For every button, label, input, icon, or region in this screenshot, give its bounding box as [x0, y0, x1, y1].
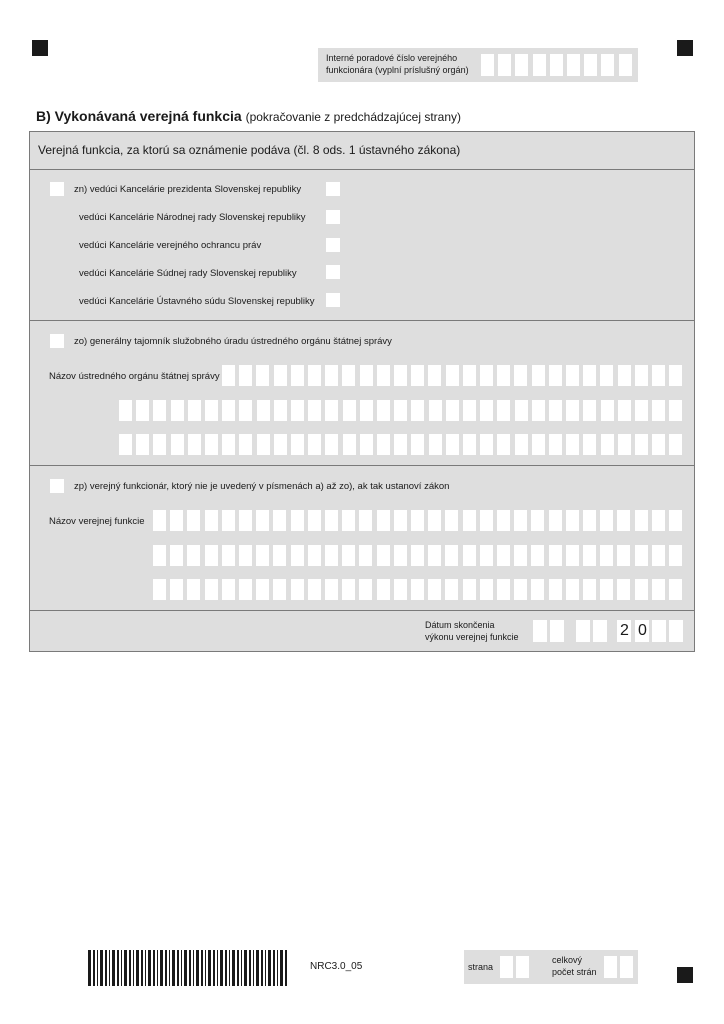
zo-name-cell[interactable]	[532, 365, 545, 386]
zo-name-cell[interactable]	[549, 400, 562, 421]
zo-name-cell[interactable]	[394, 365, 407, 386]
zp-name-cell[interactable]	[428, 510, 441, 531]
zo-name-cell[interactable]	[635, 434, 648, 455]
internal-number-cell	[567, 54, 580, 76]
zo-name-cell[interactable]	[411, 365, 424, 386]
zo-name-cell[interactable]	[377, 434, 390, 455]
zp-name-cell[interactable]	[325, 510, 338, 531]
zp-name-cell[interactable]	[411, 545, 424, 566]
zo-name-cell[interactable]	[411, 434, 424, 455]
zo-name-cell[interactable]	[583, 400, 596, 421]
zp-name-cell[interactable]	[600, 510, 613, 531]
barcode-bar	[165, 950, 167, 986]
page-number-box	[464, 950, 638, 984]
zp-name-cell[interactable]	[531, 545, 544, 566]
zp-name-cell[interactable]	[394, 510, 407, 531]
barcode	[88, 950, 288, 986]
barcode-bar	[241, 950, 242, 986]
zp-name-cell[interactable]	[273, 545, 286, 566]
zp-name-cell[interactable]	[531, 579, 544, 600]
zp-name-cell[interactable]	[635, 579, 648, 600]
zp-name-cell[interactable]	[549, 510, 562, 531]
barcode-bar	[136, 950, 139, 986]
zo-name-cell[interactable]	[205, 400, 218, 421]
zp-name-cell[interactable]	[652, 510, 665, 531]
year-prefix-digit: 2	[620, 622, 629, 639]
zo-name-cell[interactable]	[343, 434, 356, 455]
registration-mark-top-right	[677, 40, 693, 56]
zp-name-cell[interactable]	[325, 545, 338, 566]
barcode-bar	[97, 950, 98, 986]
zo-name-cell[interactable]	[360, 365, 373, 386]
barcode-bar	[268, 950, 271, 986]
barcode-bar	[237, 950, 239, 986]
barcode-bar	[280, 950, 283, 986]
zo-name-cell[interactable]	[669, 434, 682, 455]
zp-name-cell[interactable]	[273, 510, 286, 531]
zo-name-cell[interactable]	[291, 400, 304, 421]
barcode-bar	[93, 950, 95, 986]
zo-name-cell[interactable]	[136, 400, 149, 421]
zp-name-cell[interactable]	[187, 545, 200, 566]
zp-name-cell[interactable]	[187, 579, 200, 600]
checkbox-zn-sudna-rada[interactable]	[326, 265, 340, 279]
zo-name-cell[interactable]	[239, 434, 252, 455]
zp-name-cell[interactable]	[222, 510, 235, 531]
zn-item-label: vedúci Kancelárie verejného ochrancu práv	[79, 240, 262, 251]
zo-name-cell[interactable]	[463, 434, 476, 455]
barcode-bar	[169, 950, 170, 986]
zo-name-cell[interactable]	[618, 434, 631, 455]
zo-name-cell[interactable]	[188, 400, 201, 421]
zp-name-cell[interactable]	[256, 579, 269, 600]
zp-name-cell[interactable]	[222, 579, 235, 600]
zo-name-cell[interactable]	[291, 434, 304, 455]
barcode-bar	[105, 950, 107, 986]
zo-name-cell[interactable]	[171, 434, 184, 455]
zo-name-cell[interactable]	[136, 434, 149, 455]
zp-name-cell[interactable]	[549, 545, 562, 566]
zp-name-cell[interactable]	[463, 545, 476, 566]
zo-name-cell[interactable]	[377, 400, 390, 421]
barcode-bar	[220, 950, 223, 986]
zp-name-cell[interactable]	[273, 579, 286, 600]
divider	[29, 320, 695, 321]
zp-name-cell[interactable]	[170, 510, 183, 531]
internal-number-label-line1: Interné poradové číslo verejného	[326, 53, 458, 63]
zp-name-cell[interactable]	[411, 579, 424, 600]
zo-name-cell[interactable]	[532, 400, 545, 421]
zo-name-cell[interactable]	[394, 434, 407, 455]
zo-label: zo) generálny tajomník služobného úradu ústredného orgánu štátnej správy	[74, 336, 392, 347]
zo-name-cell[interactable]	[618, 400, 631, 421]
checkbox-zn-ustavny-sud[interactable]	[326, 293, 340, 307]
barcode-bar	[253, 950, 254, 986]
checkbox-zn-narodna-rada[interactable]	[326, 210, 340, 224]
zo-name-cell[interactable]	[600, 365, 613, 386]
zp-name-cell[interactable]	[308, 545, 321, 566]
barcode-bar	[213, 950, 215, 986]
zp-name-cell[interactable]	[463, 510, 476, 531]
zp-name-cell[interactable]	[325, 579, 338, 600]
zp-name-cell[interactable]	[497, 579, 510, 600]
zp-name-cell[interactable]	[480, 510, 493, 531]
zo-name-cell[interactable]	[635, 365, 648, 386]
zo-name-cell[interactable]	[274, 365, 287, 386]
zo-name-cell[interactable]	[360, 434, 373, 455]
internal-number-cell	[533, 54, 546, 76]
zo-name-cell[interactable]	[446, 365, 459, 386]
checkbox-zn-prezident[interactable]	[326, 182, 340, 196]
end-date-cell[interactable]	[576, 620, 590, 642]
barcode-bar	[184, 950, 187, 986]
zn-label: zn) vedúci Kancelárie prezidenta Slovenskej republiky	[74, 184, 302, 195]
zp-name-cell[interactable]	[531, 510, 544, 531]
zo-name-cell[interactable]	[463, 400, 476, 421]
function-header: Verejná funkcia, za ktorú sa oznámenie podáva (čl. 8 ods. 1 ústavného zákona)	[38, 143, 461, 157]
zp-name-cell[interactable]	[308, 579, 321, 600]
zp-name-cell[interactable]	[153, 545, 166, 566]
barcode-bar	[117, 950, 119, 986]
divider	[29, 465, 695, 466]
barcode-bar	[88, 950, 91, 986]
zo-name-cell[interactable]	[239, 365, 252, 386]
barcode-bar	[273, 950, 275, 986]
registration-mark-bottom-right	[677, 967, 693, 983]
zo-name-cell[interactable]	[171, 400, 184, 421]
internal-number-cell	[481, 54, 494, 76]
zp-name-cell[interactable]	[291, 579, 304, 600]
barcode-bar	[189, 950, 191, 986]
barcode-bar	[172, 950, 175, 986]
zo-name-cell[interactable]	[274, 434, 287, 455]
barcode-bar	[244, 950, 247, 986]
barcode-bar	[277, 950, 278, 986]
zo-name-cell[interactable]	[652, 365, 665, 386]
zp-name-cell[interactable]	[583, 579, 596, 600]
zo-name-cell[interactable]	[343, 400, 356, 421]
year-prefix-digit: 0	[638, 622, 647, 639]
zn-item-label: vedúci Kancelárie Ústavného súdu Slovenskej republiky	[79, 296, 315, 307]
zo-name-label: Názov ústredného orgánu štátnej správy	[49, 371, 220, 382]
zp-name-cell[interactable]	[377, 579, 390, 600]
zp-name-cell[interactable]	[153, 510, 166, 531]
barcode-bar	[205, 950, 206, 986]
zp-name-cell[interactable]	[652, 545, 665, 566]
end-date-cell[interactable]	[593, 620, 607, 642]
barcode-bar	[217, 950, 218, 986]
zp-name-cell[interactable]	[256, 510, 269, 531]
zo-name-cell[interactable]	[360, 400, 373, 421]
zp-name-cell[interactable]	[205, 545, 218, 566]
zo-name-cell[interactable]	[429, 400, 442, 421]
zp-name-cell[interactable]	[583, 545, 596, 566]
zo-name-cell[interactable]	[274, 400, 287, 421]
barcode-bar	[249, 950, 251, 986]
zp-name-cell[interactable]	[617, 545, 630, 566]
page-number-cell[interactable]	[516, 956, 529, 978]
barcode-bar	[121, 950, 122, 986]
zp-name-cell[interactable]	[669, 545, 682, 566]
zo-name-cell[interactable]	[515, 434, 528, 455]
internal-number-cell	[619, 54, 632, 76]
end-date-cell[interactable]	[669, 620, 683, 642]
zo-name-cell[interactable]	[394, 400, 407, 421]
total-pages-cell[interactable]	[620, 956, 633, 978]
checkbox-zo[interactable]	[50, 334, 64, 348]
zo-name-cell[interactable]	[446, 434, 459, 455]
barcode-bar	[261, 950, 263, 986]
internal-number-label-line2: funkcionára (vyplní príslušný orgán)	[326, 65, 469, 75]
zp-name-cell[interactable]	[566, 579, 579, 600]
zo-name-cell[interactable]	[411, 400, 424, 421]
zo-name-cell[interactable]	[566, 434, 579, 455]
zp-name-cell[interactable]	[291, 545, 304, 566]
internal-number-cell	[584, 54, 597, 76]
zo-name-cell[interactable]	[342, 365, 355, 386]
zp-name-cell[interactable]	[170, 545, 183, 566]
zo-name-cell[interactable]	[257, 400, 270, 421]
zo-name-cell[interactable]	[601, 434, 614, 455]
zp-name-cell[interactable]	[359, 579, 372, 600]
zo-name-cell[interactable]	[497, 400, 510, 421]
barcode-bar	[109, 950, 110, 986]
zo-name-cell[interactable]	[308, 434, 321, 455]
barcode-bar	[256, 950, 259, 986]
zp-name-cell[interactable]	[669, 510, 682, 531]
divider	[29, 169, 695, 170]
checkbox-zn-ochranca-prav[interactable]	[326, 238, 340, 252]
zp-name-cell[interactable]	[239, 579, 252, 600]
zo-name-cell[interactable]	[583, 365, 596, 386]
zo-name-cell[interactable]	[446, 400, 459, 421]
zo-name-cell[interactable]	[583, 434, 596, 455]
zp-name-cell[interactable]	[600, 579, 613, 600]
zp-name-cell[interactable]	[428, 579, 441, 600]
page-number-cell[interactable]	[500, 956, 513, 978]
checkbox-zp[interactable]	[50, 479, 64, 493]
zp-name-cell[interactable]	[566, 545, 579, 566]
barcode-bar	[133, 950, 134, 986]
zp-name-cell[interactable]	[497, 545, 510, 566]
zo-name-cell[interactable]	[153, 400, 166, 421]
zp-name-cell[interactable]	[205, 579, 218, 600]
divider	[29, 610, 695, 611]
zp-name-cell[interactable]	[377, 510, 390, 531]
zp-name-cell[interactable]	[308, 510, 321, 531]
zp-name-cell[interactable]	[222, 545, 235, 566]
registration-mark-top-left	[32, 40, 48, 56]
zo-name-cell[interactable]	[463, 365, 476, 386]
barcode-bar	[153, 950, 155, 986]
barcode-bar	[225, 950, 227, 986]
zo-name-cell[interactable]	[119, 400, 132, 421]
zp-name-cell[interactable]	[394, 545, 407, 566]
internal-number-box	[318, 48, 638, 82]
zo-name-cell[interactable]	[257, 434, 270, 455]
zp-name-cell[interactable]	[463, 579, 476, 600]
barcode-bar	[141, 950, 143, 986]
zo-name-cell[interactable]	[325, 400, 338, 421]
zo-name-cell[interactable]	[497, 365, 510, 386]
zo-name-cell[interactable]	[618, 365, 631, 386]
zp-name-cell[interactable]	[205, 510, 218, 531]
zo-name-cell[interactable]	[515, 400, 528, 421]
zo-name-cell[interactable]	[428, 365, 441, 386]
zp-label: zp) verejný funkcionár, ktorý nie je uvedený v písmenách a) až zo), ak tak ustanoví zákon	[74, 481, 450, 492]
zp-name-cell[interactable]	[291, 510, 304, 531]
barcode-bar	[160, 950, 163, 986]
section-title-main: B) Vykonávaná verejná funkcia	[36, 108, 242, 124]
zo-name-cell[interactable]	[549, 365, 562, 386]
zo-name-cell[interactable]	[325, 434, 338, 455]
zp-name-cell[interactable]	[342, 510, 355, 531]
zo-name-cell[interactable]	[669, 400, 682, 421]
zp-name-label: Názov verejnej funkcie	[49, 516, 145, 527]
zo-name-cell[interactable]	[256, 365, 269, 386]
barcode-bar	[145, 950, 146, 986]
barcode-bar	[232, 950, 235, 986]
zp-name-cell[interactable]	[256, 545, 269, 566]
barcode-bar	[100, 950, 103, 986]
zn-item-label: vedúci Kancelárie Národnej rady Slovenskej republiky	[79, 212, 306, 223]
zo-name-cell[interactable]	[549, 434, 562, 455]
zp-name-cell[interactable]	[600, 545, 613, 566]
internal-number-cell	[515, 54, 528, 76]
zo-name-cell[interactable]	[153, 434, 166, 455]
zp-name-cell[interactable]	[445, 545, 458, 566]
barcode-bar	[201, 950, 203, 986]
zp-name-cell[interactable]	[187, 510, 200, 531]
barcode-bar	[129, 950, 131, 986]
zp-name-cell[interactable]	[669, 579, 682, 600]
zo-name-cell[interactable]	[566, 365, 579, 386]
zp-name-cell[interactable]	[377, 545, 390, 566]
zp-name-cell[interactable]	[445, 510, 458, 531]
zp-name-cell[interactable]	[635, 510, 648, 531]
zo-name-cell[interactable]	[377, 365, 390, 386]
form-code: NRC3.0_05	[310, 961, 363, 972]
barcode-bar	[196, 950, 199, 986]
barcode-bar	[148, 950, 151, 986]
end-date-label-line1: Dátum skončenia	[425, 620, 495, 630]
barcode-bar	[265, 950, 266, 986]
zo-name-cell[interactable]	[188, 434, 201, 455]
zp-name-cell[interactable]	[394, 579, 407, 600]
zo-name-cell[interactable]	[514, 365, 527, 386]
zo-name-cell[interactable]	[652, 434, 665, 455]
zp-name-cell[interactable]	[617, 510, 630, 531]
zo-name-cell[interactable]	[308, 400, 321, 421]
barcode-bar	[229, 950, 230, 986]
zp-name-cell[interactable]	[583, 510, 596, 531]
zp-name-cell[interactable]	[635, 545, 648, 566]
zp-name-cell[interactable]	[359, 545, 372, 566]
zo-name-cell[interactable]	[652, 400, 665, 421]
zo-name-cell[interactable]	[119, 434, 132, 455]
zo-name-cell[interactable]	[566, 400, 579, 421]
zp-name-cell[interactable]	[342, 579, 355, 600]
zp-name-cell[interactable]	[566, 510, 579, 531]
zo-name-cell[interactable]	[222, 434, 235, 455]
zo-name-cell[interactable]	[601, 400, 614, 421]
checkbox-zn[interactable]	[50, 182, 64, 196]
zo-name-cell[interactable]	[291, 365, 304, 386]
total-label-line2: počet strán	[552, 967, 597, 977]
end-date-cell[interactable]	[652, 620, 666, 642]
zn-item-label: vedúci Kancelárie Súdnej rady Slovenskej republiky	[79, 268, 297, 279]
zo-name-cell[interactable]	[222, 400, 235, 421]
barcode-bar	[193, 950, 194, 986]
page-label: strana	[468, 962, 494, 972]
zp-name-cell[interactable]	[480, 579, 493, 600]
internal-number-cell	[550, 54, 563, 76]
zp-name-cell[interactable]	[153, 579, 166, 600]
public-function-panel	[29, 131, 695, 652]
zo-name-cell[interactable]	[429, 434, 442, 455]
zp-name-cell[interactable]	[514, 579, 527, 600]
zp-name-cell[interactable]	[514, 545, 527, 566]
zo-name-cell[interactable]	[635, 400, 648, 421]
barcode-bar	[208, 950, 211, 986]
zp-name-cell[interactable]	[239, 545, 252, 566]
barcode-bar	[124, 950, 127, 986]
section-title	[36, 108, 461, 124]
total-label-line1: celkový	[552, 955, 583, 965]
zp-name-cell[interactable]	[428, 545, 441, 566]
zp-name-cell[interactable]	[514, 510, 527, 531]
zo-name-cell[interactable]	[480, 434, 493, 455]
barcode-bar	[157, 950, 158, 986]
zo-name-cell[interactable]	[325, 365, 338, 386]
zp-name-cell[interactable]	[411, 510, 424, 531]
zp-name-cell[interactable]	[652, 579, 665, 600]
end-date-cell[interactable]	[533, 620, 547, 642]
zp-name-cell[interactable]	[359, 510, 372, 531]
internal-number-cell	[498, 54, 511, 76]
zp-name-cell[interactable]	[617, 579, 630, 600]
zo-name-cell[interactable]	[239, 400, 252, 421]
barcode-bar	[177, 950, 179, 986]
end-date-label-line2: výkonu verejnej funkcie	[425, 632, 519, 642]
zp-name-cell[interactable]	[170, 579, 183, 600]
barcode-bar	[112, 950, 115, 986]
zp-name-cell[interactable]	[342, 545, 355, 566]
zo-name-cell[interactable]	[480, 365, 493, 386]
zo-name-cell[interactable]	[205, 434, 218, 455]
zp-name-cell[interactable]	[480, 545, 493, 566]
internal-number-cell	[601, 54, 614, 76]
zo-name-cell[interactable]	[222, 365, 235, 386]
zp-name-cell[interactable]	[445, 579, 458, 600]
zo-name-cell[interactable]	[669, 365, 682, 386]
zo-name-cell[interactable]	[480, 400, 493, 421]
zp-name-cell[interactable]	[239, 510, 252, 531]
total-pages-cell[interactable]	[604, 956, 617, 978]
zo-name-cell[interactable]	[308, 365, 321, 386]
barcode-bar	[285, 950, 287, 986]
zo-name-cell[interactable]	[532, 434, 545, 455]
zo-name-cell[interactable]	[497, 434, 510, 455]
section-title-sub: (pokračovanie z predchádzajúcej strany)	[245, 110, 462, 124]
barcode-bar	[181, 950, 182, 986]
zp-name-cell[interactable]	[497, 510, 510, 531]
zp-name-cell[interactable]	[549, 579, 562, 600]
end-date-cell[interactable]	[550, 620, 564, 642]
